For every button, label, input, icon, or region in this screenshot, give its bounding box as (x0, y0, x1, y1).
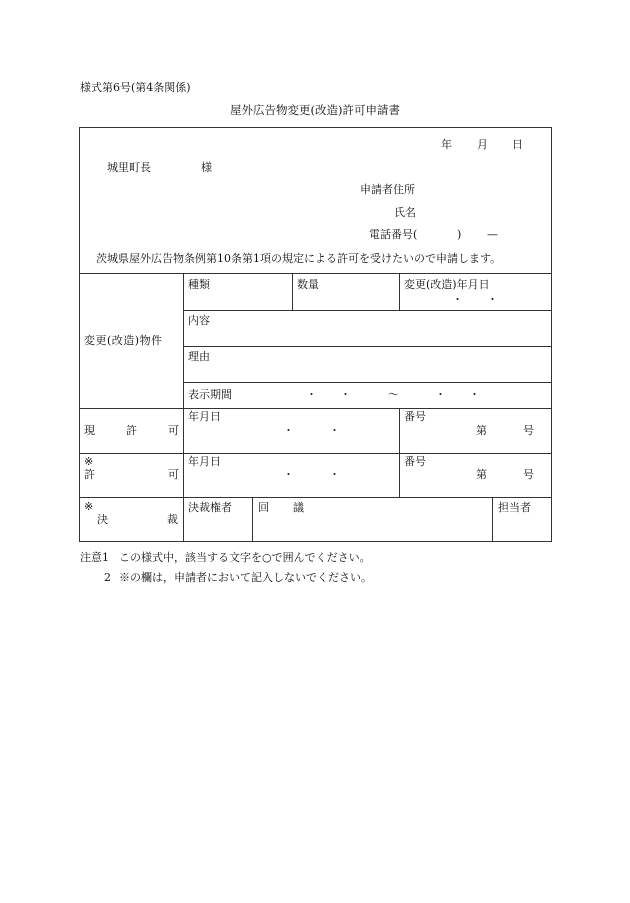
rule-date-col (399, 273, 400, 310)
period-dot: ・ (469, 388, 480, 401)
current-number-dai: 第 (476, 424, 487, 437)
rule-reason-row (183, 382, 552, 383)
form-title: 屋外広告物変更(改造)許可申請書 (230, 103, 400, 117)
content-label: 内容 (188, 314, 210, 327)
circulation-label: 回 (258, 501, 269, 514)
rule-period-row (79, 408, 552, 409)
note-1-text: この様式中，該当する文字を○で囲んでください。 (119, 551, 371, 564)
applicant-phone-label: 電話番号( (369, 228, 418, 241)
permit-date-label: 年月日 (188, 455, 221, 468)
period-tilde: ～ (388, 388, 399, 401)
rule-qty-col (292, 273, 293, 310)
current-number-label: 番号 (404, 410, 426, 423)
permit-label: 可 (168, 468, 179, 481)
date-day: 日 (512, 138, 523, 151)
applicant-name-label: 氏名 (394, 206, 416, 219)
rule-number-col (399, 408, 400, 497)
decision-label: 決 (97, 513, 108, 526)
phone-dash: — (487, 228, 498, 241)
current-number-go: 号 (523, 424, 534, 437)
permit-date-dot: ・ (283, 468, 294, 481)
object-label: 変更(改造)物件 (84, 334, 163, 347)
change-date-dot: ・ (452, 293, 463, 306)
decision-note-mark: ※ (84, 500, 94, 513)
rule-permit-row (79, 497, 552, 498)
current-date-dot: ・ (329, 424, 340, 437)
change-date-label: 変更(改造)年月日 (404, 278, 490, 291)
permit-number-label: 番号 (404, 455, 426, 468)
applicant-address-label: 申請者住所 (360, 183, 415, 196)
decision-label: 裁 (167, 513, 178, 526)
current-permit-label: 現 (84, 424, 95, 437)
current-date-label: 年月日 (188, 410, 221, 423)
change-date-dot: ・ (487, 293, 498, 306)
permit-number-dai: 第 (476, 468, 487, 481)
addressee-honorific: 様 (201, 161, 212, 174)
phone-close: ) (457, 228, 462, 241)
quantity-label: 数量 (297, 278, 319, 291)
period-label: 表示期間 (188, 388, 232, 401)
permit-label: 許 (84, 468, 95, 481)
period-dot: ・ (340, 388, 351, 401)
permit-number-go: 号 (523, 468, 534, 481)
rule-type-row (183, 310, 552, 311)
note-2-label: 2 (104, 571, 111, 584)
rule-current-row (79, 453, 552, 454)
permit-date-dot: ・ (329, 468, 340, 481)
statement: 茨城県屋外広告物条例第10条第1項の規定による許可を受けたいので申請します。 (96, 252, 502, 265)
note-2-text: ※の欄は，申請者において記入しないでください。 (119, 571, 372, 584)
rule-content-row (183, 346, 552, 347)
period-dot: ・ (306, 388, 317, 401)
note-1-label: 注意1 (80, 551, 109, 564)
rule-authority-col (252, 497, 253, 542)
rule-charge-col (492, 497, 493, 542)
type-label: 種類 (188, 278, 210, 291)
current-permit-label: 可 (168, 424, 179, 437)
current-date-dot: ・ (283, 424, 294, 437)
circulation-label: 議 (293, 501, 304, 514)
form-number: 様式第6号(第4条関係) (80, 81, 191, 94)
reason-label: 理由 (188, 350, 210, 363)
permit-note-mark: ※ (84, 455, 94, 468)
date-year: 年 (441, 138, 452, 151)
person-in-charge-label: 担当者 (498, 501, 531, 514)
authority-label: 決裁権者 (188, 501, 232, 514)
addressee-name: 城里町長 (107, 161, 151, 174)
rule-statement (79, 273, 552, 274)
date-month: 月 (477, 138, 488, 151)
period-dot: ・ (435, 388, 446, 401)
current-permit-label: 許 (126, 424, 137, 437)
rule-label-col (183, 273, 184, 542)
